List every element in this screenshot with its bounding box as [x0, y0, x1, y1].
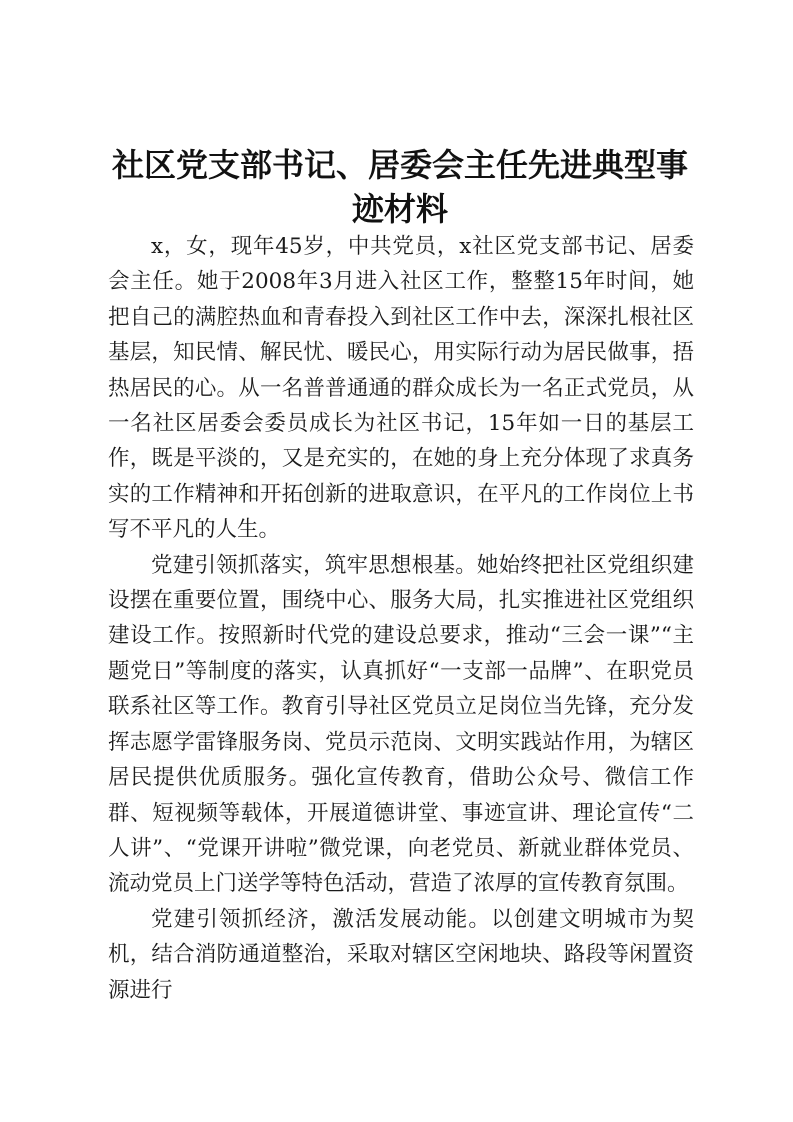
document-title: 社区党支部书记、居委会主任先进典型事迹材料 — [111, 146, 688, 228]
paragraph-party-building: 党建引领抓落实，筑牢思想根基。她始终把社区党组织建设摆在重要位置，围绕中心、服务大局，扎实推进社区党组织建设工作。按照新时代党的建设总要求，推动“三会一课”“主题党日”等制度的落实，认真抓好“一支部一品牌”、在职党员联系社区等工作。教育引导社区党员立足岗位当先锋，充分发挥志愿学雷锋服务岗、党员示范岗、文明实践站作用，为辖区居民提供优质服务。强化宣传教育，借助公众号、微信工作群、短视频等载体，开展道德讲堂、事迹宣讲、理论宣传“二人讲”、“党课开讲啦”微党课，向老党员、新就业群体党员、流动党员上门送学等特色活动，营造了浓厚的宣传教育氛围。 — [108, 552, 694, 897]
paragraph-economy: 党建引领抓经济，激活发展动能。以创建文明城市为契机，结合消防通道整治，采取对辖区空闲地块、路段等闲置资源进行 — [108, 906, 694, 1003]
paragraph-intro: x，女，现年45岁，中共党员，x社区党支部书记、居委会主任。她于2008年3月进入社区工作，整整15年时间，她把自己的满腔热血和青春投入到社区工作中去，深深扎根社区基层，知民情、解民忧、暖民心，用实际行动为居民做事，捂热居民的心。从一名普普通通的群众成长为一名正式党员，从一名社区居委会委员成长为社区书记，15年如一日的基层工作，既是平淡的，又是充实的，在她的身上充分体现了求真务实的工作精神和开拓创新的进取意识，在平凡的工作岗位上书写不平凡的人生。 — [108, 234, 694, 543]
document-body — [108, 229, 694, 1008]
